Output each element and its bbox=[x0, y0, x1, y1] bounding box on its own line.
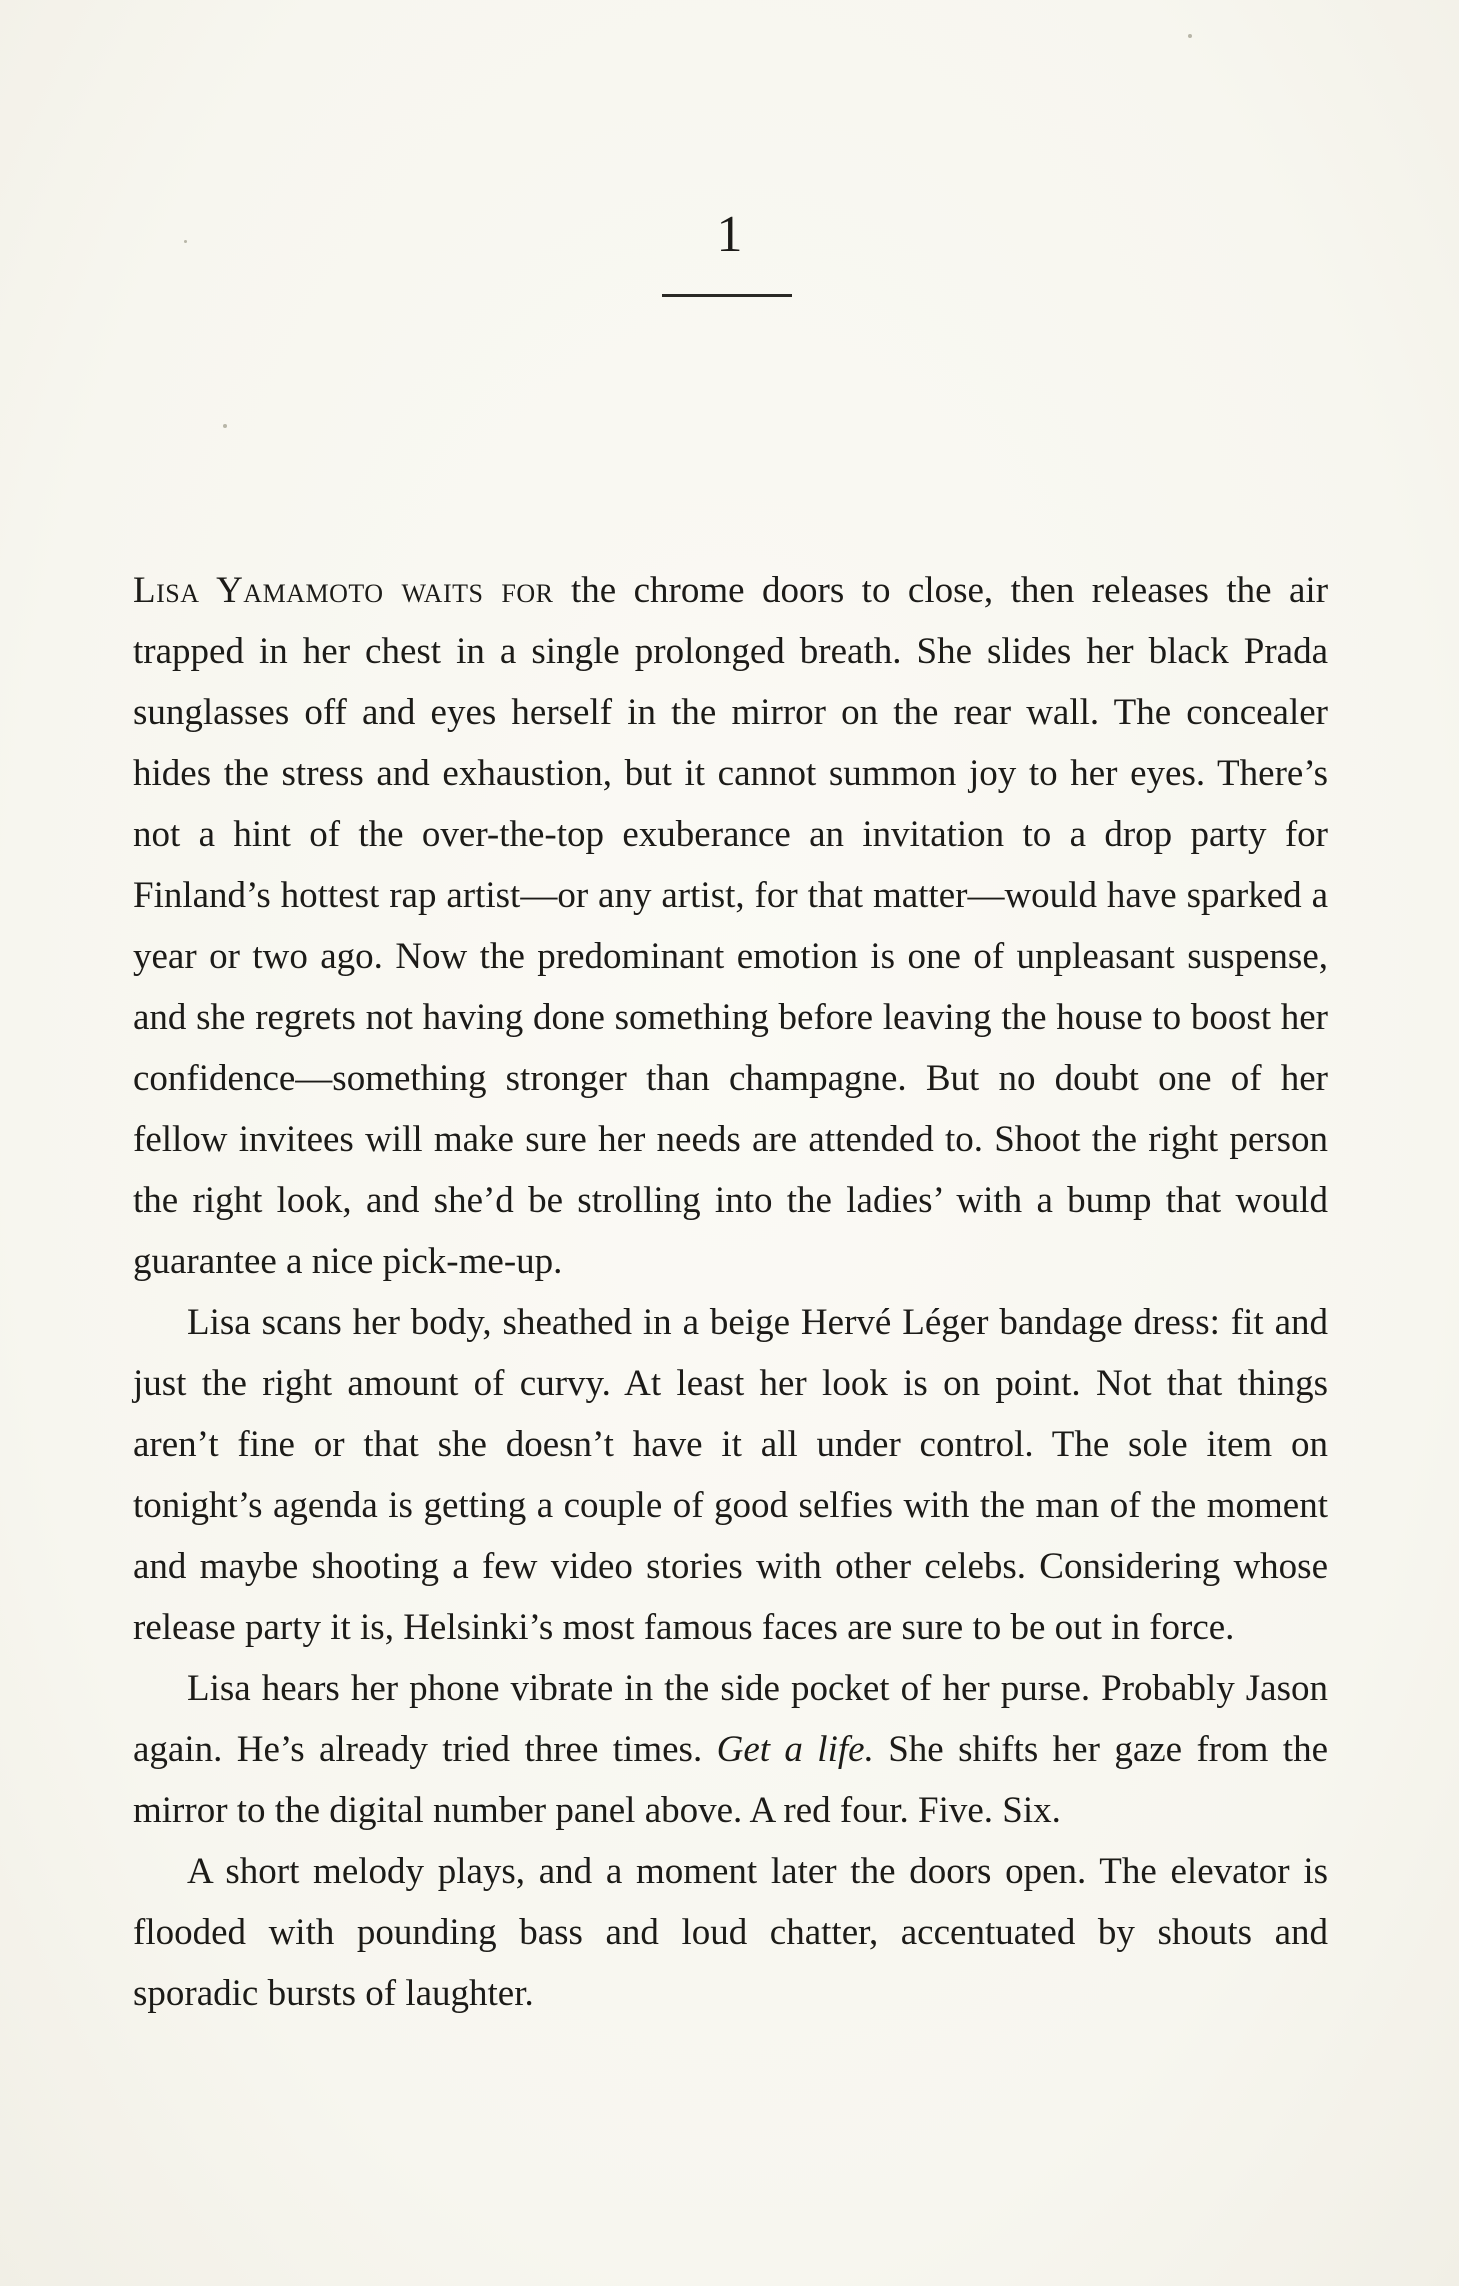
paragraph-text: Lisa hears her phone vibrate in the side pocket of her purse. Probably Jason again. He’s already tried three times. bbox=[133, 1668, 1328, 1770]
paragraph-text: She shifts her gaze from the mirror to the digital number panel above. A red four. Five. Six. bbox=[133, 1729, 1328, 1831]
paragraph: Lisa scans her body, sheathed in a beige Hervé Léger bandage dress: fit and just the right amount of curvy. At least her look is on point. Not that things aren’t fine or that she doesn’t have it all under control. The sole item on tonight’s agenda is getting a couple of good selfies with the man of the moment and maybe shooting a few video stories with other celebs. Considering whose release party it is, Helsinki’s most famous faces are sure to be out in force. bbox=[133, 1302, 1328, 1648]
paper-speck bbox=[223, 424, 227, 428]
chapter-rule bbox=[662, 294, 792, 297]
italic-phrase: Get a life. bbox=[716, 1729, 874, 1770]
paragraph bbox=[133, 1658, 1328, 1841]
chapter-number: 1 bbox=[716, 206, 743, 263]
opening-text: the chrome doors to close, then releases the air trapped in her chest in a single prolonged breath. She slides her black Prada sunglasses off and eyes herself in the mirror on the rear wall. The concealer hides the stress and exhaustion, but it cannot summon joy to her eyes. There’s not a hint of the over-the-top exuberance an invitation to a drop party for Finland’s hottest rap artist—or any artist, for that matter—would have sparked a year or two ago. Now the predominant emotion is one of unpleasant suspense, and she regrets not having done something before leaving the house to boost her confidence—something stronger than champagne. But no doubt one of her fellow invitees will make sure her needs are attended to. Shoot the right person the right look, and she’d be strolling into the ladies’ with a bump that would guarantee a nice pick-me-up. bbox=[133, 570, 1329, 1282]
opening-paragraph bbox=[133, 560, 1328, 1292]
chapter-body bbox=[133, 560, 1328, 2024]
opening-lead-in: Lisa Yamamoto waits for bbox=[133, 570, 554, 611]
paper-speck bbox=[1188, 34, 1192, 38]
paragraph: A short melody plays, and a moment later the doors open. The elevator is flooded with pounding bass and loud chatter, accentuated by shouts and sporadic bursts of laughter. bbox=[133, 1851, 1328, 2014]
